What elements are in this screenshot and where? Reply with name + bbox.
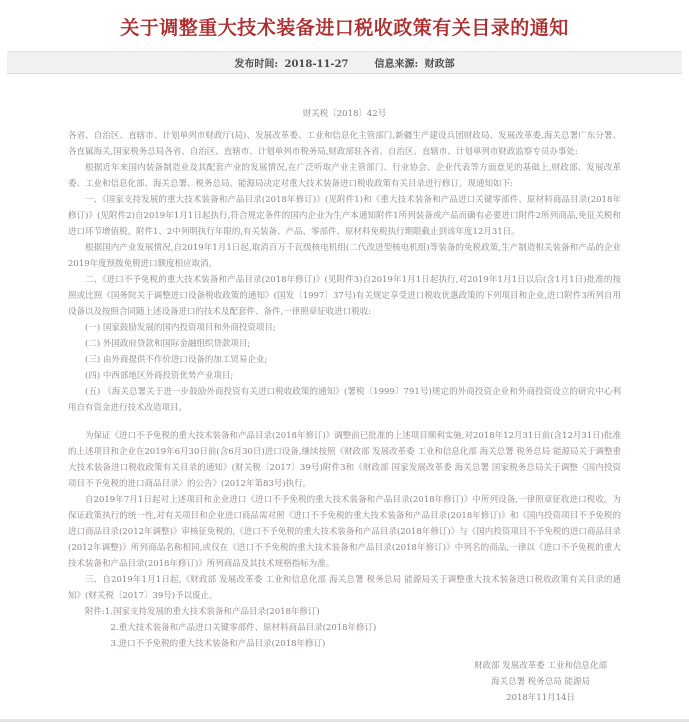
paragraph: 自2019年7月1日起对上述项目和企业进口《进口不予免税的重大技术装备和产品目录(2018年修订)》中所列设备,一律照章征收进口税收。为保证政策执行的统一性,对有关项目和企业进口商品需对照《进口不予免税的重大技术装备和产品目录(2018年修订)》和《国内投资项目不予免税的进口商品目录(2012年调整)》审核征免税的,《进口不予免税的重大技术装备和产品目录(2018年修订)》与《国内投资项目不予免税的进口商品目录(2012年调整)》所列商品名称相同,或仅在《进口不予免税的重大技术装备和产品目录(2018年修订)》中列名的商品,一律以《进口不予免税的重大技术装备和产品目录(2018年修订)》所列商品及其技术规格指标为准。: [68, 495, 621, 569]
info-source: [374, 55, 454, 70]
signature-block: [474, 658, 607, 706]
attachment-item-1: 1.国家支持发展的重大技术装备和产品目录(2018年修订): [104, 607, 320, 617]
doc-number: 财关税〔2018〕42号: [302, 109, 387, 119]
attachments-list: [68, 604, 621, 652]
attachments-label: 附件:: [85, 607, 105, 617]
list-item-4: (四) 中西部地区外商投资优势产业项目;: [85, 371, 234, 381]
list-item-3: (三) 由外商提供不作价进口设备的加工贸易企业;: [85, 355, 268, 365]
attachment-item: [68, 604, 621, 620]
list-item-1: (一) 国家鼓励发展的国内投资项目和外商投资项目;: [85, 323, 276, 333]
paragraph-section-3: 三、自2019年1月1日起,《财政部 发展改革委 工业和信息化部 海关总署 税务总局 能源局关于调整重大技术装备进口税收政策有关目录的通知》(财关税〔2017〕39号)予以废止。: [68, 575, 621, 601]
paragraph: 根据近年来国内装备制造业及其配套产业的发展情况,在广泛听取产业主管部门、行业协会、企业代表等方面意见的基础上,财政部、发展改革委、工业和信息化部、海关总署、税务总局、能源局决定对重大技术装备进口税收政策有关目录进行修订。现通知如下:: [68, 163, 621, 189]
bottom-divider: [0, 719, 689, 722]
info-source-label: 信息来源:: [374, 59, 419, 70]
attachment-item-2: 2.重大技术装备和产品进口关键零部件、原材料商品目录(2018年修订): [110, 623, 377, 633]
signature-line-agencies-2: 海关总署 税务总局 能源局: [491, 677, 590, 687]
signature-line-agencies-1: 财政部 发展改革委 工业和信息化部: [474, 661, 607, 671]
publish-time-label: 发布时间:: [234, 59, 279, 70]
list-item-5: (五) 《海关总署关于进一步鼓励外商投资有关进口税收政策的通知》(署税〔1999〕791号)规定的外商投资企业和外商投资设立的研究中心利用自有资金进行技术改造项目。: [68, 387, 621, 413]
attachment-item-3: 3.进口不予免税的重大技术装备和产品目录(2018年修订): [110, 639, 326, 649]
paragraph-section-1: 一、《国家支持发展的重大技术装备和产品目录(2018年修订)》(见附件1)和《重大技术装备和产品进口关键零部件、原材料商品目录(2018年修订)》(见附件2)自2019年1月1日起执行,符合规定条件的国内企业为生产本通知附件1所列装备或产品而确有必要进口附件2所列商品,免征关税和进口环节增值税。附件1、2中列明执行年限的,有关装备、产品、零部件、原材料免税执行期限截止到该年度12月31日。: [68, 195, 621, 237]
publish-time: [234, 55, 348, 70]
paragraph: 为保证《进口不予免税的重大技术装备和产品目录(2018年修订)》调整前已批准的上述项目顺利实施,对2018年12月31日前(含12月31日)批准的上述项目和企业在2019年6月30日前(含6月30日)进口设备,继续按照《财政部 发展改革委 工业和信息化部 海关总署 税务总局 能源局关于调整重大技术装备进口税收政策有关目录的通知》(财关税〔2017〕39号)附件3和《财政部 国家发展改革委 海关总署 国家税务总局关于调整〈国内投资项目不予免税的进口商品目录〉的公告》(2012年第83号)执行。: [68, 431, 621, 489]
signature-date: 2018年11月14日: [506, 693, 575, 703]
publish-time-value: 2018-11-27: [284, 59, 349, 70]
paragraph: 根据国内产业发展情况,自2019年1月1日起,取消百万千瓦级核电机组(二代改进型核电机组)等装备的免税政策,生产制造相关装备和产品的企业2019年度预拨免税进口额度相应取消。: [68, 243, 621, 269]
meta-bar: [7, 51, 682, 74]
info-source-value: 财政部: [424, 59, 455, 70]
page-title: 关于调整重大技术装备进口税收政策有关目录的通知: [120, 17, 569, 39]
list-item-2: (二) 外国政府贷款和国际金融组织贷款项目;: [85, 339, 251, 349]
document-body: [68, 106, 621, 706]
paragraph-section-2: 二、《进口不予免税的重大技术装备和产品目录(2018年修订)》(见附件3)自2019年1月1日起执行,对2019年1月1日以后(含1月1日)批准的按照或比照《国务院关于调整进口设备税收政策的通知》(国发〔1997〕37号)有关规定享受进口税收优惠政策的下列项目和企业,进口附件3所列自用设备以及按照合同随上述设备进口的技术及配套件、备件,一律照章征收进口税收:: [68, 275, 621, 317]
addressee-paragraph: 各省、自治区、直辖市、计划单列市财政厅(局)、发展改革委、工业和信息化主管部门,新疆生产建设兵团财政局、发展改革委,海关总署广东分署、各直属海关,国家税务总局各省、自治区、直辖市、计划单列市税务局,财政部驻各省、自治区、直辖市、计划单列市财政监察专员办事处:: [68, 131, 621, 157]
